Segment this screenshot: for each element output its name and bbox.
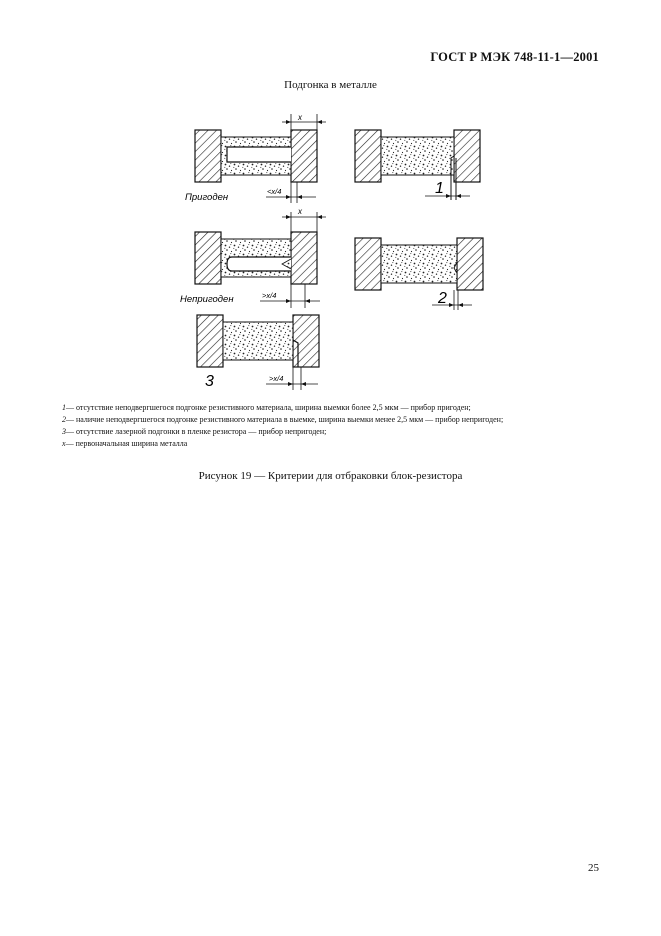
label-x-top: x [298, 113, 302, 122]
note-key: x [62, 439, 66, 448]
note-key: 3 [62, 427, 66, 436]
note-item [62, 426, 602, 438]
label-number-3: 3 [205, 373, 214, 390]
document-code: ГОСТ Р МЭК 748-11-1—2001 [430, 50, 599, 64]
label-gt-x4-bottom: >x/4 [269, 374, 284, 383]
diagram-suitable [195, 114, 326, 203]
figure-subtitle: Подгонка в металле [284, 79, 377, 91]
figure-caption: Рисунок 19 — Критерии для отбраковки блок-резистора [198, 470, 463, 482]
resistor-trim-figure [170, 100, 490, 395]
diagram-1 [355, 130, 480, 200]
figure-notes [62, 402, 602, 450]
label-gt-x4-middle: >x/4 [262, 291, 277, 300]
diagram-3 [197, 315, 319, 390]
note-item [62, 402, 602, 414]
note-key: 2 [62, 415, 66, 424]
note-key: 1 [62, 403, 66, 412]
label-suitable: Пригоден [185, 192, 229, 203]
note-item [62, 438, 602, 450]
note-item [62, 414, 602, 426]
page-number: 25 [588, 862, 599, 874]
label-number-1: 1 [435, 180, 444, 197]
label-lt-x4: <x/4 [267, 187, 282, 196]
label-x-middle: x [298, 207, 302, 216]
note-text: — первоначальная ширина металла [65, 439, 188, 448]
label-number-2: 2 [438, 290, 447, 307]
note-text: — отсутствие лазерной подгонки в пленке резистора — прибор непригоден; [66, 427, 327, 436]
label-unsuitable: Непригоден [180, 294, 234, 305]
note-text: — отсутствие неподвергшегося подгонке резистивного материала, ширина выемки более 2,5 мкм — прибор пригоден; [66, 403, 471, 412]
note-text: — наличие неподвергшегося подгонке резистивного материала в выемке, ширина выемки менее 2,5 мкм — прибор непригоден; [66, 415, 504, 424]
diagram-2 [355, 238, 483, 310]
